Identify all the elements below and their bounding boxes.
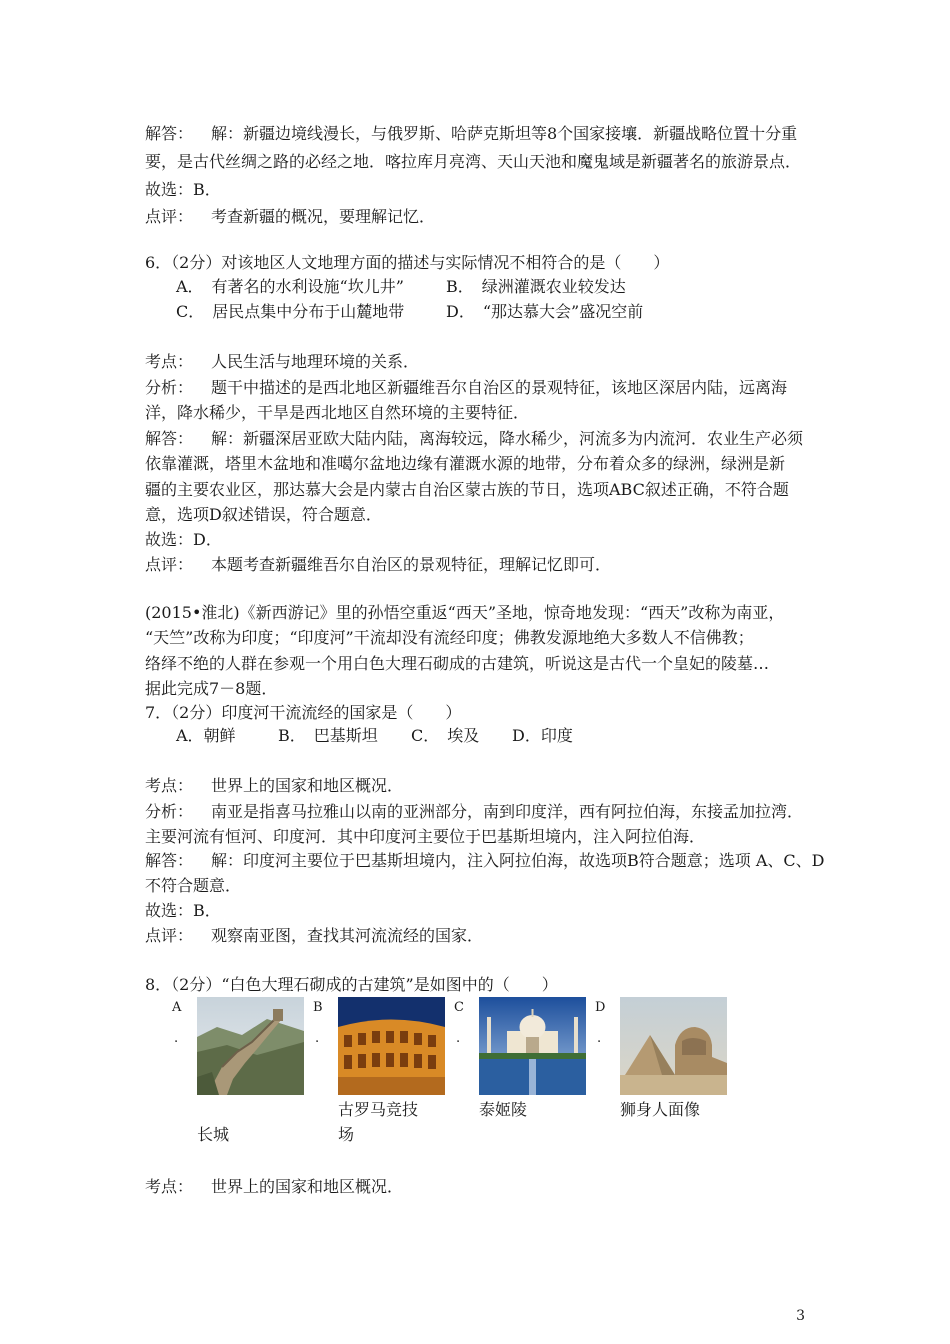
taj-mahal-image: [479, 997, 586, 1095]
q6-choice: 故选：D．: [145, 530, 222, 549]
q6-answer-cont-1: 依靠灌溉，塔里木盆地和准噶尔盆地边缘有灌溉水源的地带，分布着众多的绿洲，绿洲是新: [145, 454, 786, 473]
q8-option-a-dot: .: [174, 1031, 179, 1046]
q6-comment: 点评： 本题考查新疆维吾尔自治区的景观特征，理解记忆即可．: [145, 555, 612, 574]
q7-answer: 解答： 解：印度河主要位于巴基斯坦境内，注入阿拉伯海，故选项B符合题意；选项 A、C、D: [145, 851, 825, 870]
q5-answer-cont: 要，是古代丝绸之路的必经之地．喀拉库月亮湾、天山天池和魔鬼域是新疆著名的旅游景点．: [145, 152, 802, 171]
q7-option-a: A．朝鲜: [176, 726, 236, 745]
q7-answer-cont: 不符合题意．: [145, 876, 242, 895]
q8-option-b-caption: 古罗马竞技: [338, 1100, 419, 1119]
q5-comment: 点评： 考查新疆的概况，要理解记忆．: [145, 207, 436, 226]
great-wall-image: [197, 997, 304, 1095]
colosseum-image: [338, 997, 445, 1095]
q5-choice: 故选：B．: [145, 180, 221, 199]
q6-point: 考点： 人民生活与地理环境的关系．: [145, 352, 420, 371]
q7-stem: 7．（2分）印度河干流流经的国家是（ ）: [145, 703, 462, 722]
q8-point: 考点： 世界上的国家和地区概况．: [145, 1177, 404, 1196]
answer-label: 解答：: [145, 124, 194, 143]
q6-stem: 6．（2分）对该地区人文地理方面的描述与实际情况不相符合的是（ ）: [145, 253, 670, 272]
q7-analysis-cont: 主要河流有恒河、印度河．其中印度河主要位于巴基斯坦境内，注入阿拉伯海．: [145, 827, 706, 846]
q8-stem: 8．（2分）“白色大理石砌成的古建筑”是如图中的（ ）: [145, 975, 558, 994]
q6-option-d: D． “那达慕大会”盛况空前: [446, 302, 644, 321]
q5-answer: 解答： 解：新疆边境线漫长，与俄罗斯、哈萨克斯坦等8个国家接壤．新疆战略位置十分重: [145, 124, 798, 143]
q8-option-b-letter: B: [313, 1000, 323, 1015]
passage-line-4: 据此完成7－8题．: [145, 679, 278, 698]
q8-option-d-dot: .: [597, 1031, 602, 1046]
q8-option-b-dot: .: [315, 1031, 320, 1046]
analysis-label: 分析：: [145, 378, 194, 397]
q6-answer-cont-3: 意，选项D叙述错误，符合题意．: [145, 505, 382, 524]
comment-label: 点评：: [145, 207, 194, 226]
q6-analysis: 分析： 题干中描述的是西北地区新疆维吾尔自治区的景观特征，该地区深居内陆，远离海: [145, 378, 788, 397]
q8-option-a-caption: 长城: [197, 1125, 230, 1144]
q8-option-c-caption: 泰姬陵: [479, 1100, 528, 1119]
sphinx-image: [620, 997, 727, 1095]
answer-label: 解答：: [145, 851, 194, 870]
q8-option-d-letter: D: [595, 1000, 606, 1015]
q7-comment: 点评： 观察南亚图，查找其河流流经的国家．: [145, 926, 484, 945]
comment-label: 点评：: [145, 926, 194, 945]
q7-option-d: D．印度: [512, 726, 573, 745]
comment-label: 点评：: [145, 555, 194, 574]
q7-choice: 故选：B．: [145, 901, 221, 920]
q8-option-b-caption-cont: 场: [338, 1125, 355, 1144]
page-number: 3: [796, 1308, 805, 1324]
point-label: 考点：: [145, 776, 194, 795]
q6-option-b: B． 绿洲灌溉农业较发达: [446, 277, 626, 296]
passage-line-3: 络绎不绝的人群在参观一个用白色大理石砌成的古建筑，听说这是古代一个皇妃的陵墓…: [145, 654, 770, 673]
q6-answer: 解答： 解：新疆深居亚欧大陆内陆，离海较远，降水稀少，河流多为内流河．农业生产必须: [145, 429, 804, 448]
q8-option-c-letter: C: [454, 1000, 464, 1015]
q7-option-b: B． 巴基斯坦: [278, 726, 378, 745]
q7-analysis: 分析： 南亚是指喜马拉雅山以南的亚洲部分，南到印度洋，西有阿拉伯海，东接孟加拉湾．: [145, 802, 804, 821]
q7-option-c: C． 埃及: [411, 726, 480, 745]
point-label: 考点：: [145, 352, 194, 371]
answer-label: 解答：: [145, 429, 194, 448]
q8-option-d-caption: 狮身人面像: [620, 1100, 701, 1119]
passage-line-1: (2015•淮北)《新西游记》里的孙悟空重返“西天”圣地，惊奇地发现：“西天”改称为南亚，: [145, 603, 785, 622]
q6-option-c: C． 居民点集中分布于山麓地带: [176, 302, 405, 321]
q7-point: 考点： 世界上的国家和地区概况．: [145, 776, 404, 795]
analysis-label: 分析：: [145, 802, 194, 821]
q8-option-c-dot: .: [456, 1031, 461, 1046]
q6-analysis-cont: 洋，降水稀少，干旱是西北地区自然环境的主要特征．: [145, 403, 530, 422]
point-label: 考点：: [145, 1177, 194, 1196]
q6-option-a: A． 有著名的水利设施“坎儿井”: [176, 277, 404, 296]
passage-line-2: “天竺”改称为印度；“印度河”干流却没有流经印度；佛教发源地绝大多数人不信佛教；: [145, 628, 754, 647]
q8-option-a-letter: A: [172, 1000, 182, 1015]
q6-answer-cont-2: 疆的主要农业区，那达慕大会是内蒙古自治区蒙古族的节日，选项ABC叙述正确，不符合题: [145, 480, 789, 499]
